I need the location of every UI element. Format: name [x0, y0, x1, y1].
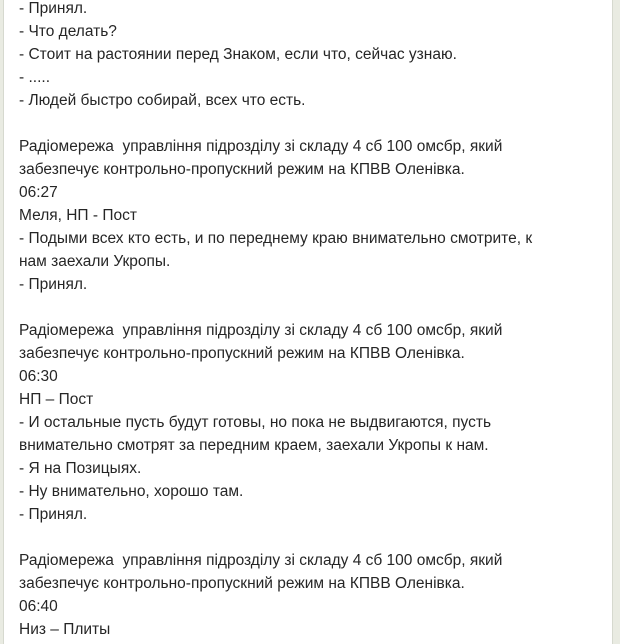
- call-parties: Низ – Плиты: [19, 621, 111, 638]
- transcript-line: - Принял.: [19, 506, 88, 523]
- transcript-line: нам заехали Укропы.: [19, 253, 171, 270]
- radio-network-header: забезпечує контрольно-пропускний режим на КПВВ Оленівка.: [19, 161, 465, 178]
- transcript-text: [19, 0, 607, 641]
- timestamp: 06:27: [19, 184, 58, 201]
- radio-network-header: Радіомережа управління підрозділу зі складу 4 сб 100 омсбр, який: [19, 322, 503, 339]
- transcript-line: внимательно смотрят за передним краем, заехали Укропы к нам.: [19, 437, 489, 454]
- transcript-line: - Я на Позицыях.: [19, 460, 142, 477]
- paragraph-gap: [19, 526, 607, 549]
- call-parties: НП – Пост: [19, 391, 94, 408]
- call-parties: Меля, НП - Пост: [19, 207, 137, 224]
- transcript-line: - И остальные пусть будут готовы, но пока не выдвигаются, пусть: [19, 414, 492, 431]
- transcript-line: - Что делать?: [19, 23, 117, 40]
- timestamp: 06:30: [19, 368, 58, 385]
- paragraph-gap: [19, 112, 607, 135]
- radio-network-header: забезпечує контрольно-пропускний режим на КПВВ Оленівка.: [19, 345, 465, 362]
- paragraph-gap: [19, 296, 607, 319]
- transcript-line: - Принял.: [19, 276, 88, 293]
- transcript-line: - Принял.: [19, 0, 88, 17]
- radio-network-header: забезпечує контрольно-пропускний режим на КПВВ Оленівка.: [19, 575, 465, 592]
- transcript-line: - Подыми всех кто есть, и по переднему краю внимательно смотрите, к: [19, 230, 533, 247]
- transcript-line: - Стоит на растоянии перед Знаком, если что, сейчас узнаю.: [19, 46, 457, 63]
- transcript-line: - Ну внимательно, хорошо там.: [19, 483, 244, 500]
- transcript-line: - .....: [19, 69, 50, 86]
- radio-network-header: Радіомережа управління підрозділу зі складу 4 сб 100 омсбр, який: [19, 138, 503, 155]
- transcript-line: - Людей быстро собирай, всех что есть.: [19, 92, 306, 109]
- message-card: [3, 0, 613, 644]
- radio-network-header: Радіомережа управління підрозділу зі складу 4 сб 100 омсбр, який: [19, 552, 503, 569]
- timestamp: 06:40: [19, 598, 58, 615]
